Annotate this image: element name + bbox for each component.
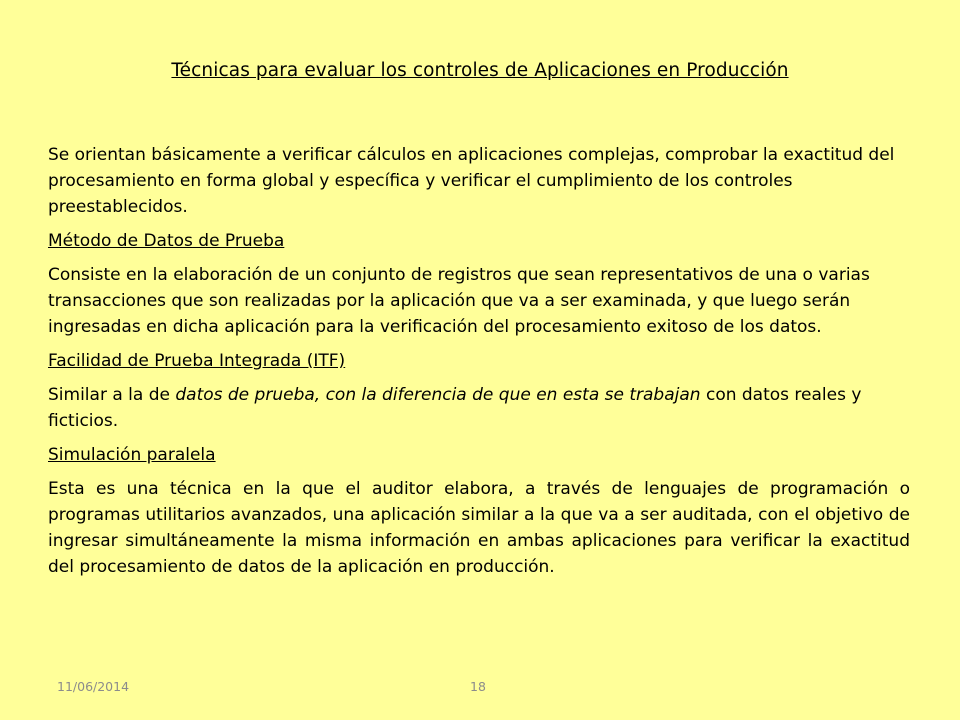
footer-page-number: 18 (470, 679, 486, 694)
itf-text-start: Similar a la de (48, 385, 176, 405)
itf-text-italic: datos de prueba, con la diferencia de que en esta se trabajan (175, 385, 701, 405)
footer-date: 11/06/2014 (57, 679, 130, 694)
itf-text-end: con datos reales y ficticios. (48, 385, 862, 431)
slide-title: Técnicas para evaluar los controles de Aplicaciones en Producción (171, 60, 789, 81)
intro-paragraph: Se orientan básicamente a verificar cálculos en aplicaciones complejas, comprobar la exactitud del procesamiento en forma global y específica y verificar el cumplimiento de los controles preestablecidos. (48, 145, 895, 217)
section-heading-datos-prueba: Método de Datos de Prueba (48, 231, 285, 251)
section-text-simulacion: Esta es una técnica en la que el auditor elabora, a través de lenguajes de programación o programas utilitarios avanzados, una aplicación similar a la que va a ser auditada, con el objetivo de ingresar simultáneamente la misma información en ambas aplicaciones para verificar la exactitud del procesamiento de datos de la aplicación en producción. (48, 479, 910, 577)
section-text-datos-prueba: Consiste en la elaboración de un conjunto de registros que sean representativos de una o varias transacciones que son realizadas por la aplicación que va a ser examinada, y que luego serán ingresadas en dicha aplicación para la verificación del procesamiento exitoso de los datos. (48, 265, 870, 337)
section-heading-itf: Facilidad de Prueba Integrada (ITF) (48, 351, 346, 371)
section-heading-simulacion: Simulación paralela (48, 445, 216, 465)
slide-body (48, 142, 910, 588)
section-text-itf (48, 382, 910, 434)
